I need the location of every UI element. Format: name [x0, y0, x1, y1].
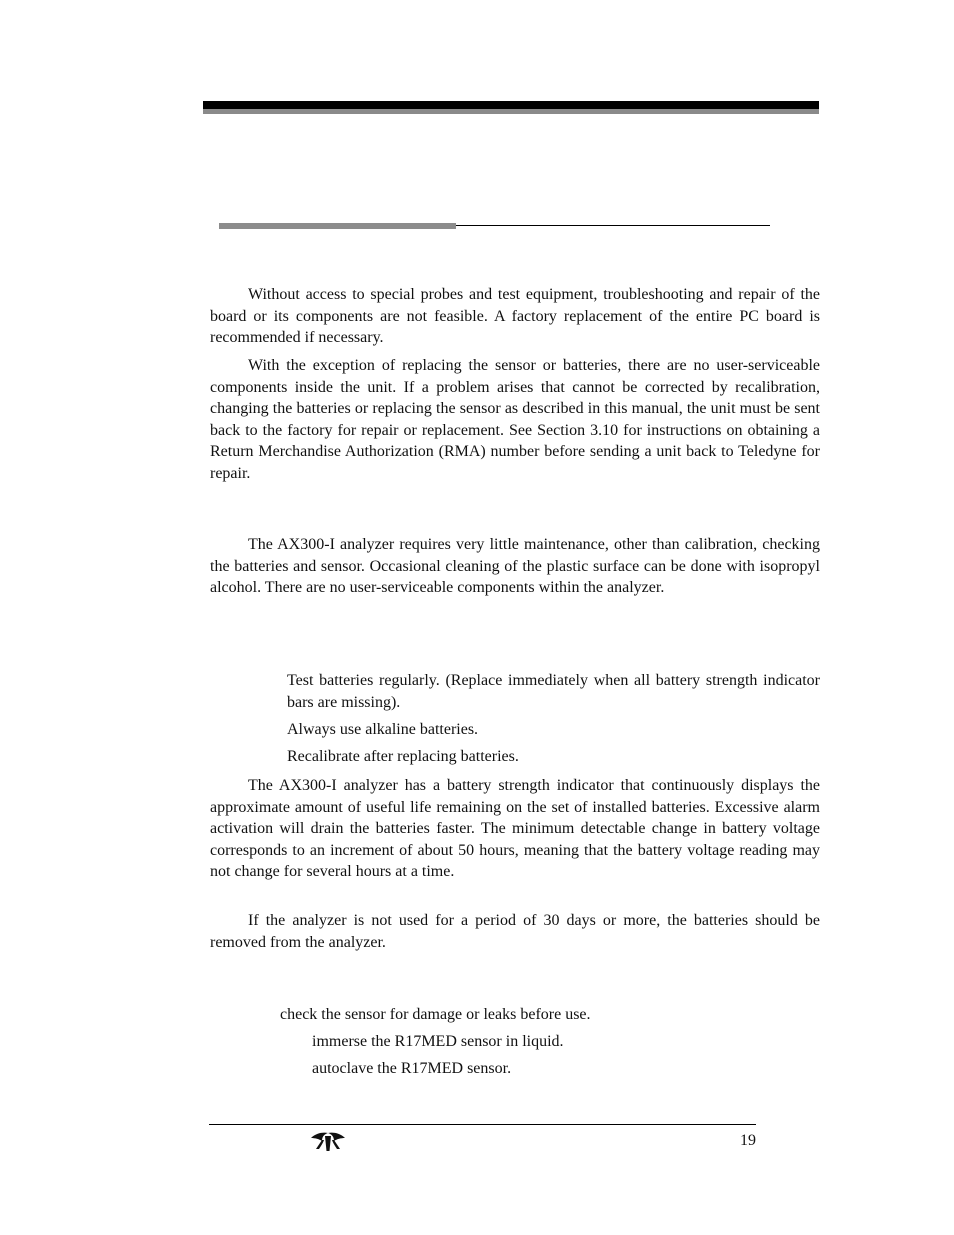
- paragraph-battery-indicator: The AX300-I analyzer has a battery strength indicator that continuously displays the approximate amount of useful life remaining on the set of installed batteries. Excessive alarm activation will drain the batteries faster. The minimum detectable change in battery voltage corresponds to an increment of about 50 hours, meaning that the battery voltage reading may not change for several hours at a time.: [210, 777, 820, 881]
- battery-list-item: Recalibrate after replacing batteries.: [287, 748, 519, 765]
- footer-rule: [209, 1124, 756, 1125]
- paragraph-repair-feasibility: Without access to special probes and test equipment, troubleshooting and repair of the board or its components are not feasible. A factory replacement of the entire PC board is recommended if necessary.: [210, 286, 820, 347]
- sensor-list-item: immerse the R17MED sensor in liquid.: [312, 1033, 564, 1050]
- paragraph-user-serviceable: With the exception of replacing the sensor or batteries, there are no user-serviceable components inside the unit. If a problem arises that cannot be corrected by recalibration, changing the batteries or replacing the sensor as described in this manual, the unit must be sent back to the factory for repair or replacement. See Section 3.10 for instructions on obtaining a Return Merchandise Authorization (RMA) number before sending a unit back to Teledyne for repair.: [210, 357, 820, 482]
- section-rule-thick: [219, 223, 456, 229]
- battery-list-item: Test batteries regularly. (Replace immediately when all battery strength indicator bars are missing).: [287, 672, 820, 711]
- sensor-list-item: autoclave the R17MED sensor.: [312, 1060, 512, 1077]
- sensor-list-item: check the sensor for damage or leaks before use.: [280, 1006, 591, 1023]
- section-rule-thin: [456, 225, 770, 226]
- paragraph-maintenance: The AX300-I analyzer requires very little maintenance, other than calibration, checking the batteries and sensor. Occasional cleaning of the plastic surface can be done with isopropyl alcohol. There are no user-serviceable components within the analyzer.: [210, 536, 820, 597]
- page-number: 19: [740, 1132, 756, 1149]
- battery-list-item: Always use alkaline batteries.: [287, 721, 479, 738]
- teledyne-logo-icon: [310, 1130, 346, 1152]
- header-rule: [203, 101, 819, 109]
- header-rule-shadow: [203, 109, 819, 114]
- paragraph-battery-removal: If the analyzer is not used for a period of 30 days or more, the batteries should be removed from the analyzer.: [210, 912, 820, 951]
